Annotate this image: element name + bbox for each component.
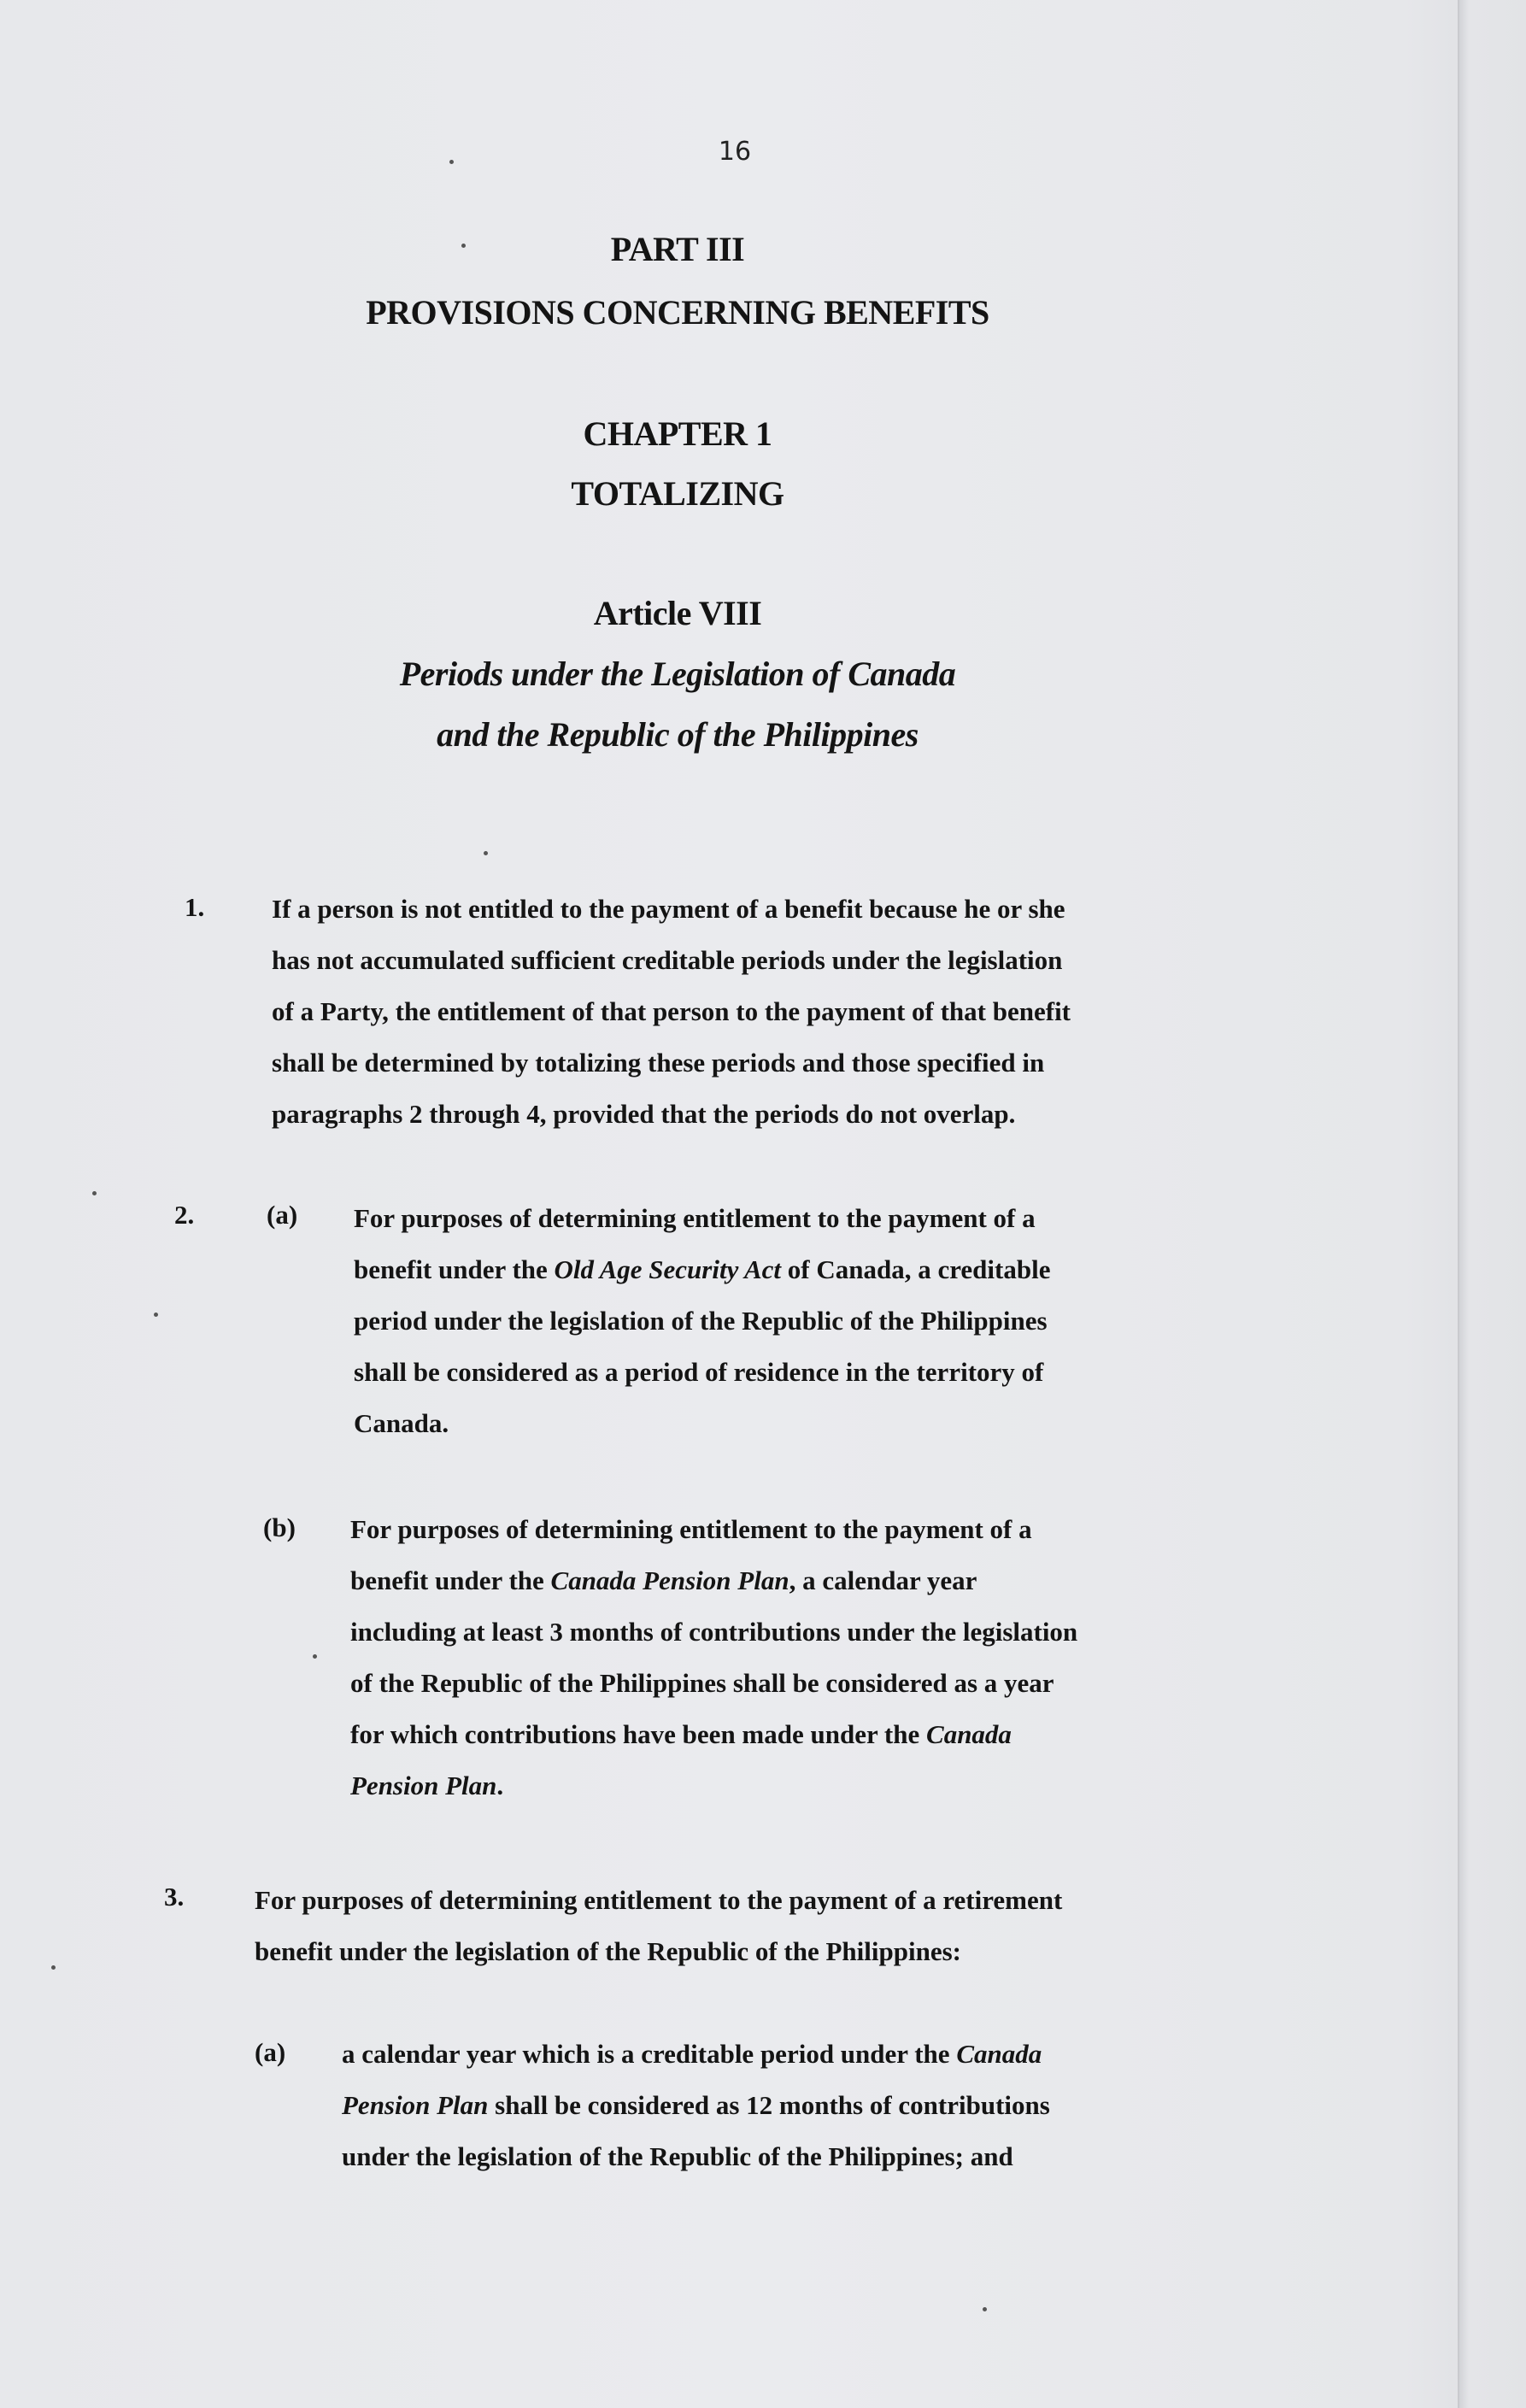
- section-1-line: of a Party, the entitlement of that person to the payment of that benefit: [272, 996, 1071, 1026]
- dust-speck: [484, 851, 488, 855]
- section-3-line: benefit under the legislation of the Republic of the Philippines:: [255, 1936, 961, 1966]
- section-3a-text: [342, 2029, 1050, 2182]
- section-2-number: 2.: [174, 1200, 195, 1230]
- page-edge: [1458, 0, 1526, 2408]
- section-2b-line: for which contributions have been made under the Canada: [350, 1719, 1012, 1749]
- section-2a-line: Canada.: [354, 1408, 449, 1438]
- section-1-line: If a person is not entitled to the payment of a benefit because he or she: [272, 894, 1065, 924]
- article-subtitle-line2: and the Republic of the Philippines: [437, 715, 919, 754]
- section-2b-line: For purposes of determining entitlement to the payment of a: [350, 1514, 1032, 1544]
- section-2a-line: shall be considered as a period of residence in the territory of: [354, 1357, 1044, 1387]
- act-name: Old Age Security Act: [554, 1254, 781, 1284]
- section-2a-line: benefit under the Old Age Security Act of Canada, a creditable: [354, 1254, 1051, 1284]
- article-subtitle-line1: Periods under the Legislation of Canada: [399, 655, 956, 693]
- dust-speck: [92, 1191, 97, 1195]
- section-3a-label: (a): [255, 2037, 286, 2067]
- section-3a-line: Pension Plan shall be considered as 12 months of contributions: [342, 2090, 1050, 2120]
- section-3-text: [255, 1875, 1062, 1977]
- section-2a-text: [354, 1193, 1050, 1449]
- section-1-line: paragraphs 2 through 4, provided that the periods do not overlap.: [272, 1099, 1016, 1129]
- section-3a-line: a calendar year which is a creditable period under the Canada: [342, 2039, 1042, 2069]
- section-3-number: 3.: [164, 1882, 185, 1912]
- article-title: Article VIII: [593, 594, 762, 632]
- section-2a-line: period under the legislation of the Republic of the Philippines: [354, 1306, 1048, 1336]
- section-3a-line: under the legislation of the Republic of the Philippines; and: [342, 2141, 1013, 2171]
- section-2b-line: of the Republic of the Philippines shall be considered as a year: [350, 1668, 1054, 1698]
- dust-speck: [449, 160, 454, 164]
- section-2b-label: (b): [263, 1512, 296, 1542]
- section-2b-line: including at least 3 months of contributions under the legislation: [350, 1617, 1078, 1647]
- dust-speck: [983, 2307, 987, 2311]
- section-1-line: shall be determined by totalizing these periods and those specified in: [272, 1048, 1045, 1078]
- section-2b-line: benefit under the Canada Pension Plan, a calendar year: [350, 1565, 977, 1595]
- page-number: 16: [718, 137, 752, 167]
- dust-speck: [154, 1313, 158, 1317]
- part-subtitle: PROVISIONS CONCERNING BENEFITS: [366, 293, 989, 332]
- section-2b-line: Pension Plan.: [350, 1771, 504, 1800]
- section-1-text: [272, 884, 1071, 1140]
- dust-speck: [51, 1965, 56, 1970]
- section-3-line: For purposes of determining entitlement to the payment of a retirement: [255, 1885, 1063, 1915]
- section-2b-text: [350, 1504, 1077, 1812]
- section-1-number: 1.: [185, 892, 205, 922]
- dust-speck: [313, 1654, 317, 1659]
- part-title: PART III: [610, 230, 745, 268]
- plan-name: Canada Pension Plan: [550, 1565, 789, 1595]
- chapter-subtitle: TOTALIZING: [571, 474, 784, 513]
- dust-speck: [461, 244, 466, 248]
- section-2a-label: (a): [267, 1200, 298, 1230]
- section-2a-line: For purposes of determining entitlement to the payment of a: [354, 1203, 1036, 1233]
- section-1-line: has not accumulated sufficient creditable periods under the legislation: [272, 945, 1063, 975]
- chapter-title: CHAPTER 1: [583, 414, 772, 453]
